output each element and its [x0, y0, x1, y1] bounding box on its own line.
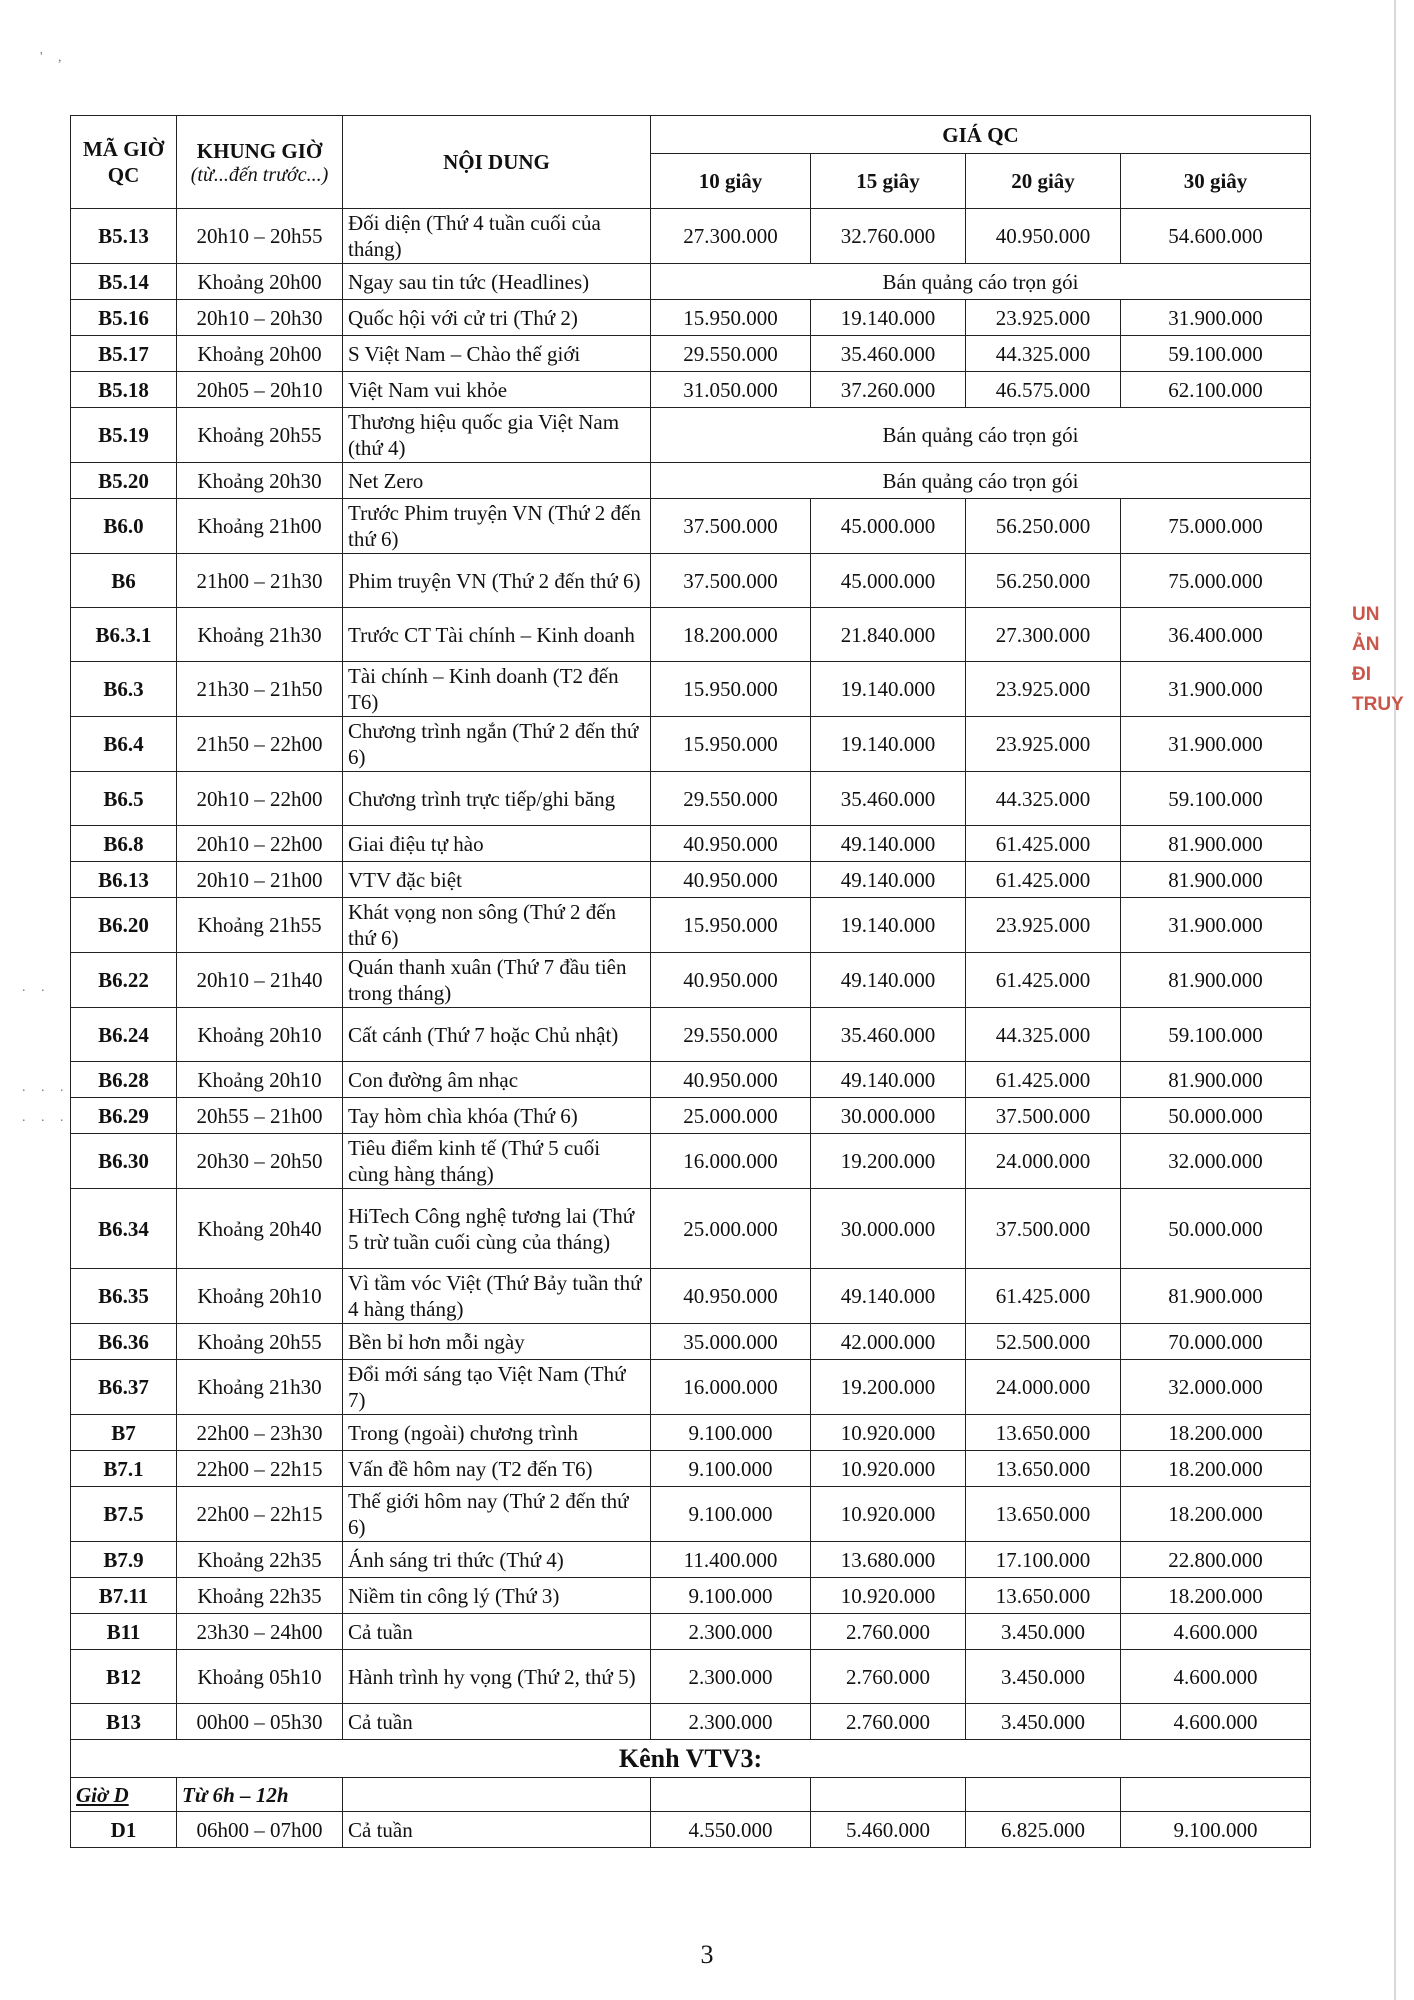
- row-code: B5.19: [71, 408, 177, 463]
- scan-speck: . .: [22, 980, 51, 995]
- row-price: 17.100.000: [966, 1542, 1121, 1578]
- row-timeframe: Khoảng 21h00: [177, 499, 343, 554]
- scan-speck: ' ,: [40, 50, 68, 65]
- row-price: 24.000.000: [966, 1360, 1121, 1415]
- row-price: 10.920.000: [811, 1487, 966, 1542]
- row-price: 81.900.000: [1121, 1062, 1311, 1098]
- row-code: B6.28: [71, 1062, 177, 1098]
- row-price: 35.000.000: [651, 1324, 811, 1360]
- row-price: 81.900.000: [1121, 953, 1311, 1008]
- row-code: B5.18: [71, 372, 177, 408]
- row-price: 61.425.000: [966, 1269, 1121, 1324]
- row-price: 31.900.000: [1121, 662, 1311, 717]
- table-row: [71, 1008, 1311, 1062]
- row-price: 49.140.000: [811, 1062, 966, 1098]
- row-timeframe: Khoảng 05h10: [177, 1650, 343, 1704]
- row-content: Tài chính – Kinh doanh (T2 đến T6): [343, 662, 651, 717]
- header-timeframe: [177, 116, 343, 209]
- row-price: 23.925.000: [966, 662, 1121, 717]
- section-subheader-row: [71, 1778, 1311, 1812]
- table-row: [71, 1614, 1311, 1650]
- row-price: 61.425.000: [966, 953, 1121, 1008]
- row-price: 23.925.000: [966, 898, 1121, 953]
- row-price: 52.500.000: [966, 1324, 1121, 1360]
- row-price: 61.425.000: [966, 862, 1121, 898]
- row-price: 37.500.000: [651, 554, 811, 608]
- row-price: 37.500.000: [651, 499, 811, 554]
- row-timeframe: 20h10 – 21h40: [177, 953, 343, 1008]
- row-code: B5.14: [71, 264, 177, 300]
- row-code: B6.20: [71, 898, 177, 953]
- scan-edge: [1394, 0, 1396, 2000]
- row-content: Con đường âm nhạc: [343, 1062, 651, 1098]
- row-timeframe: 20h10 – 22h00: [177, 772, 343, 826]
- stamp-text: TRUY: [1352, 694, 1404, 715]
- row-code: B6.5: [71, 772, 177, 826]
- row-code: D1: [71, 1812, 177, 1848]
- row-price: 2.760.000: [811, 1614, 966, 1650]
- row-timeframe: Khoảng 20h55: [177, 1324, 343, 1360]
- row-price: 16.000.000: [651, 1360, 811, 1415]
- row-price: 19.200.000: [811, 1360, 966, 1415]
- row-price: 27.300.000: [966, 608, 1121, 662]
- row-content: Thế giới hôm nay (Thứ 2 đến thứ 6): [343, 1487, 651, 1542]
- row-price: 37.260.000: [811, 372, 966, 408]
- row-content: HiTech Công nghệ tương lai (Thứ 5 trừ tuần cuối cùng của tháng): [343, 1189, 651, 1269]
- row-content: Thương hiệu quốc gia Việt Nam (thứ 4): [343, 408, 651, 463]
- row-price: 23.925.000: [966, 717, 1121, 772]
- table-row: [71, 1415, 1311, 1451]
- row-price: 29.550.000: [651, 336, 811, 372]
- row-price: 31.900.000: [1121, 898, 1311, 953]
- empty-cell: [966, 1778, 1121, 1812]
- row-content: Vấn đề hôm nay (T2 đến T6): [343, 1451, 651, 1487]
- row-price: 37.500.000: [966, 1189, 1121, 1269]
- row-content: Khát vọng non sông (Thứ 2 đến thứ 6): [343, 898, 651, 953]
- row-code: B6.37: [71, 1360, 177, 1415]
- row-content: Tiêu điểm kinh tế (Thứ 5 cuối cùng hàng tháng): [343, 1134, 651, 1189]
- row-price: 18.200.000: [1121, 1487, 1311, 1542]
- row-price: 10.920.000: [811, 1415, 966, 1451]
- header-duration: 30 giây: [1121, 154, 1311, 209]
- row-timeframe: Khoảng 21h55: [177, 898, 343, 953]
- row-content: Đối diện (Thứ 4 tuần cuối của tháng): [343, 209, 651, 264]
- row-content: Cất cánh (Thứ 7 hoặc Chủ nhật): [343, 1008, 651, 1062]
- row-price: 31.900.000: [1121, 300, 1311, 336]
- row-price: 9.100.000: [651, 1487, 811, 1542]
- section-code-label: Giờ D: [71, 1778, 177, 1812]
- table-row: [71, 408, 1311, 463]
- table-row: [71, 209, 1311, 264]
- row-timeframe: 20h30 – 20h50: [177, 1134, 343, 1189]
- table-row: [71, 1360, 1311, 1415]
- row-price: 18.200.000: [1121, 1451, 1311, 1487]
- row-timeframe: Khoảng 22h35: [177, 1542, 343, 1578]
- row-price: 27.300.000: [651, 209, 811, 264]
- header-duration: 20 giây: [966, 154, 1121, 209]
- row-price: 50.000.000: [1121, 1189, 1311, 1269]
- row-content: Trước CT Tài chính – Kinh doanh: [343, 608, 651, 662]
- row-price: 30.000.000: [811, 1098, 966, 1134]
- row-timeframe: Khoảng 20h40: [177, 1189, 343, 1269]
- row-price: 4.600.000: [1121, 1704, 1311, 1740]
- channel-banner-row: [71, 1740, 1311, 1778]
- row-package-note: Bán quảng cáo trọn gói: [651, 408, 1311, 463]
- row-price: 25.000.000: [651, 1189, 811, 1269]
- row-price: 50.000.000: [1121, 1098, 1311, 1134]
- row-price: 2.760.000: [811, 1704, 966, 1740]
- row-price: 44.325.000: [966, 772, 1121, 826]
- row-timeframe: 22h00 – 22h15: [177, 1487, 343, 1542]
- channel-banner: Kênh VTV3:: [71, 1740, 1311, 1778]
- row-price: 19.140.000: [811, 898, 966, 953]
- table-row: [71, 608, 1311, 662]
- row-price: 70.000.000: [1121, 1324, 1311, 1360]
- row-timeframe: 20h10 – 20h55: [177, 209, 343, 264]
- row-timeframe: 21h30 – 21h50: [177, 662, 343, 717]
- row-price: 15.950.000: [651, 300, 811, 336]
- table-row: [71, 898, 1311, 953]
- row-price: 13.650.000: [966, 1578, 1121, 1614]
- row-content: Ngay sau tin tức (Headlines): [343, 264, 651, 300]
- table-row: [71, 1269, 1311, 1324]
- row-price: 59.100.000: [1121, 336, 1311, 372]
- row-price: 25.000.000: [651, 1098, 811, 1134]
- header-price-group: GIÁ QC: [651, 116, 1311, 154]
- table-row: [71, 264, 1311, 300]
- row-timeframe: Khoảng 20h00: [177, 264, 343, 300]
- row-code: B6.24: [71, 1008, 177, 1062]
- row-price: 35.460.000: [811, 1008, 966, 1062]
- row-code: B5.16: [71, 300, 177, 336]
- row-price: 40.950.000: [651, 826, 811, 862]
- row-price: 19.140.000: [811, 662, 966, 717]
- row-price: 22.800.000: [1121, 1542, 1311, 1578]
- row-price: 19.200.000: [811, 1134, 966, 1189]
- price-table: [70, 115, 1311, 1848]
- table-row: [71, 717, 1311, 772]
- empty-cell: [811, 1778, 966, 1812]
- row-price: 75.000.000: [1121, 554, 1311, 608]
- header-duration: 10 giây: [651, 154, 811, 209]
- row-timeframe: Khoảng 21h30: [177, 1360, 343, 1415]
- row-code: B11: [71, 1614, 177, 1650]
- row-price: 15.950.000: [651, 898, 811, 953]
- row-price: 6.825.000: [966, 1812, 1121, 1848]
- row-price: 81.900.000: [1121, 826, 1311, 862]
- row-price: 40.950.000: [651, 953, 811, 1008]
- row-price: 16.000.000: [651, 1134, 811, 1189]
- row-code: B6.22: [71, 953, 177, 1008]
- row-price: 40.950.000: [966, 209, 1121, 264]
- row-price: 75.000.000: [1121, 499, 1311, 554]
- row-price: 3.450.000: [966, 1650, 1121, 1704]
- row-code: B6.4: [71, 717, 177, 772]
- row-price: 13.650.000: [966, 1487, 1121, 1542]
- row-code: B7: [71, 1415, 177, 1451]
- table-row: [71, 862, 1311, 898]
- row-price: 9.100.000: [651, 1451, 811, 1487]
- header-content: NỘI DUNG: [343, 116, 651, 209]
- row-content: Tay hòm chìa khóa (Thứ 6): [343, 1098, 651, 1134]
- row-price: 18.200.000: [1121, 1415, 1311, 1451]
- row-price: 44.325.000: [966, 336, 1121, 372]
- row-price: 3.450.000: [966, 1614, 1121, 1650]
- row-content: S Việt Nam – Chào thế giới: [343, 336, 651, 372]
- row-timeframe: Khoảng 21h30: [177, 608, 343, 662]
- header-timeframe-note: (từ...đến trước...): [190, 163, 329, 186]
- row-content: Vì tầm vóc Việt (Thứ Bảy tuần thứ 4 hàng tháng): [343, 1269, 651, 1324]
- row-price: 61.425.000: [966, 826, 1121, 862]
- table-row: [71, 953, 1311, 1008]
- row-price: 29.550.000: [651, 772, 811, 826]
- table-row: [71, 1650, 1311, 1704]
- row-price: 3.450.000: [966, 1704, 1121, 1740]
- row-content: Giai điệu tự hào: [343, 826, 651, 862]
- row-price: 59.100.000: [1121, 772, 1311, 826]
- row-content: Ánh sáng tri thức (Thứ 4): [343, 1542, 651, 1578]
- row-price: 11.400.000: [651, 1542, 811, 1578]
- row-timeframe: 20h10 – 21h00: [177, 862, 343, 898]
- row-price: 59.100.000: [1121, 1008, 1311, 1062]
- row-price: 81.900.000: [1121, 862, 1311, 898]
- row-content: Niềm tin công lý (Thứ 3): [343, 1578, 651, 1614]
- row-price: 46.575.000: [966, 372, 1121, 408]
- row-price: 10.920.000: [811, 1451, 966, 1487]
- stamp-text: ẢN: [1352, 634, 1380, 655]
- row-price: 2.300.000: [651, 1650, 811, 1704]
- table-row: [71, 1704, 1311, 1740]
- row-content: Chương trình trực tiếp/ghi băng: [343, 772, 651, 826]
- row-code: B7.9: [71, 1542, 177, 1578]
- row-price: 32.760.000: [811, 209, 966, 264]
- row-price: 18.200.000: [1121, 1578, 1311, 1614]
- row-code: B6.3.1: [71, 608, 177, 662]
- row-timeframe: Khoảng 20h00: [177, 336, 343, 372]
- row-code: B6.29: [71, 1098, 177, 1134]
- row-timeframe: 21h50 – 22h00: [177, 717, 343, 772]
- empty-cell: [1121, 1778, 1311, 1812]
- table-row: [71, 554, 1311, 608]
- header-timeframe-label: KHUNG GIỜ: [196, 138, 323, 163]
- row-code: B7.1: [71, 1451, 177, 1487]
- row-price: 49.140.000: [811, 953, 966, 1008]
- row-content: Trong (ngoài) chương trình: [343, 1415, 651, 1451]
- row-price: 19.140.000: [811, 717, 966, 772]
- table-row: [71, 1451, 1311, 1487]
- row-price: 35.460.000: [811, 772, 966, 826]
- row-timeframe: 22h00 – 23h30: [177, 1415, 343, 1451]
- row-content: Cả tuần: [343, 1704, 651, 1740]
- scan-speck: . . .: [22, 1110, 70, 1125]
- row-price: 13.650.000: [966, 1415, 1121, 1451]
- row-content: Quốc hội với cử tri (Thứ 2): [343, 300, 651, 336]
- table-row: [71, 1487, 1311, 1542]
- row-price: 36.400.000: [1121, 608, 1311, 662]
- row-price: 9.100.000: [651, 1415, 811, 1451]
- row-timeframe: 21h00 – 21h30: [177, 554, 343, 608]
- table-row: [71, 662, 1311, 717]
- row-price: 44.325.000: [966, 1008, 1121, 1062]
- row-price: 21.840.000: [811, 608, 966, 662]
- row-price: 31.050.000: [651, 372, 811, 408]
- table-row: [71, 1542, 1311, 1578]
- row-code: B6.13: [71, 862, 177, 898]
- empty-cell: [651, 1778, 811, 1812]
- row-price: 9.100.000: [651, 1578, 811, 1614]
- table-row: [71, 1098, 1311, 1134]
- row-price: 56.250.000: [966, 499, 1121, 554]
- row-code: B6.36: [71, 1324, 177, 1360]
- row-code: B13: [71, 1704, 177, 1740]
- row-timeframe: 20h05 – 20h10: [177, 372, 343, 408]
- row-code: B6.35: [71, 1269, 177, 1324]
- row-price: 45.000.000: [811, 554, 966, 608]
- row-price: 81.900.000: [1121, 1269, 1311, 1324]
- table-row: [71, 1578, 1311, 1614]
- stamp-text: ĐI: [1352, 664, 1371, 685]
- row-content: Phim truyện VN (Thứ 2 đến thứ 6): [343, 554, 651, 608]
- row-price: 9.100.000: [1121, 1812, 1311, 1848]
- row-price: 15.950.000: [651, 662, 811, 717]
- row-code: B5.13: [71, 209, 177, 264]
- red-stamp-fragment: [1352, 600, 1412, 830]
- row-code: B7.5: [71, 1487, 177, 1542]
- row-content: Chương trình ngắn (Thứ 2 đến thứ 6): [343, 717, 651, 772]
- row-timeframe: Khoảng 20h55: [177, 408, 343, 463]
- row-content: Hành trình hy vọng (Thứ 2, thứ 5): [343, 1650, 651, 1704]
- row-package-note: Bán quảng cáo trọn gói: [651, 264, 1311, 300]
- header-code: MÃ GIỜ QC: [71, 116, 177, 209]
- row-code: B6.0: [71, 499, 177, 554]
- row-price: 40.950.000: [651, 862, 811, 898]
- row-price: 54.600.000: [1121, 209, 1311, 264]
- row-content: Đổi mới sáng tạo Việt Nam (Thứ 7): [343, 1360, 651, 1415]
- row-timeframe: Khoảng 20h10: [177, 1269, 343, 1324]
- row-price: 4.550.000: [651, 1812, 811, 1848]
- row-timeframe: 06h00 – 07h00: [177, 1812, 343, 1848]
- row-timeframe: 20h55 – 21h00: [177, 1098, 343, 1134]
- stamp-text: UN: [1352, 604, 1380, 625]
- row-code: B6.3: [71, 662, 177, 717]
- table-row: [71, 1189, 1311, 1269]
- table-row: [71, 1812, 1311, 1848]
- row-price: 18.200.000: [651, 608, 811, 662]
- scan-speck: . . .: [22, 1080, 70, 1095]
- row-price: 32.000.000: [1121, 1360, 1311, 1415]
- table-row: [71, 300, 1311, 336]
- row-timeframe: 00h00 – 05h30: [177, 1704, 343, 1740]
- empty-cell: [343, 1778, 651, 1812]
- row-price: 2.300.000: [651, 1614, 811, 1650]
- row-content: Quán thanh xuân (Thứ 7 đầu tiên trong tháng): [343, 953, 651, 1008]
- row-price: 40.950.000: [651, 1062, 811, 1098]
- row-content: Cả tuần: [343, 1812, 651, 1848]
- row-price: 2.300.000: [651, 1704, 811, 1740]
- row-price: 2.760.000: [811, 1650, 966, 1704]
- row-price: 61.425.000: [966, 1062, 1121, 1098]
- row-timeframe: 23h30 – 24h00: [177, 1614, 343, 1650]
- row-price: 45.000.000: [811, 499, 966, 554]
- row-price: 15.950.000: [651, 717, 811, 772]
- table-row: [71, 336, 1311, 372]
- row-price: 49.140.000: [811, 862, 966, 898]
- row-price: 10.920.000: [811, 1578, 966, 1614]
- row-code: B6.8: [71, 826, 177, 862]
- table-row: [71, 1324, 1311, 1360]
- row-timeframe: Khoảng 20h10: [177, 1008, 343, 1062]
- row-timeframe: Khoảng 22h35: [177, 1578, 343, 1614]
- row-price: 62.100.000: [1121, 372, 1311, 408]
- header-duration: 15 giây: [811, 154, 966, 209]
- table-row: [71, 372, 1311, 408]
- row-price: 42.000.000: [811, 1324, 966, 1360]
- row-code: B6.30: [71, 1134, 177, 1189]
- row-package-note: Bán quảng cáo trọn gói: [651, 463, 1311, 499]
- row-price: 13.680.000: [811, 1542, 966, 1578]
- row-code: B6.34: [71, 1189, 177, 1269]
- row-price: 56.250.000: [966, 554, 1121, 608]
- row-code: B5.20: [71, 463, 177, 499]
- row-price: 4.600.000: [1121, 1614, 1311, 1650]
- table-row: [71, 1134, 1311, 1189]
- row-price: 32.000.000: [1121, 1134, 1311, 1189]
- row-content: Cả tuần: [343, 1614, 651, 1650]
- row-price: 37.500.000: [966, 1098, 1121, 1134]
- row-price: 4.600.000: [1121, 1650, 1311, 1704]
- row-price: 30.000.000: [811, 1189, 966, 1269]
- row-content: Net Zero: [343, 463, 651, 499]
- table-row: [71, 463, 1311, 499]
- row-content: VTV đặc biệt: [343, 862, 651, 898]
- row-price: 23.925.000: [966, 300, 1121, 336]
- table-row: [71, 826, 1311, 862]
- row-timeframe: 20h10 – 22h00: [177, 826, 343, 862]
- table-row: [71, 499, 1311, 554]
- table-row: [71, 1062, 1311, 1098]
- row-content: Việt Nam vui khỏe: [343, 372, 651, 408]
- row-timeframe: Khoảng 20h10: [177, 1062, 343, 1098]
- row-price: 5.460.000: [811, 1812, 966, 1848]
- row-price: 29.550.000: [651, 1008, 811, 1062]
- row-timeframe: 22h00 – 22h15: [177, 1451, 343, 1487]
- page-number: 3: [700, 1940, 714, 1969]
- row-price: 24.000.000: [966, 1134, 1121, 1189]
- row-code: B7.11: [71, 1578, 177, 1614]
- row-price: 35.460.000: [811, 336, 966, 372]
- row-code: B6: [71, 554, 177, 608]
- row-price: 49.140.000: [811, 1269, 966, 1324]
- row-code: B5.17: [71, 336, 177, 372]
- row-price: 13.650.000: [966, 1451, 1121, 1487]
- table-row: [71, 772, 1311, 826]
- row-price: 49.140.000: [811, 826, 966, 862]
- section-time-label: Từ 6h – 12h: [177, 1778, 343, 1812]
- row-content: Bền bỉ hơn mỗi ngày: [343, 1324, 651, 1360]
- row-code: B12: [71, 1650, 177, 1704]
- row-price: 40.950.000: [651, 1269, 811, 1324]
- row-price: 19.140.000: [811, 300, 966, 336]
- row-timeframe: Khoảng 20h30: [177, 463, 343, 499]
- row-price: 31.900.000: [1121, 717, 1311, 772]
- row-content: Trước Phim truyện VN (Thứ 2 đến thứ 6): [343, 499, 651, 554]
- row-timeframe: 20h10 – 20h30: [177, 300, 343, 336]
